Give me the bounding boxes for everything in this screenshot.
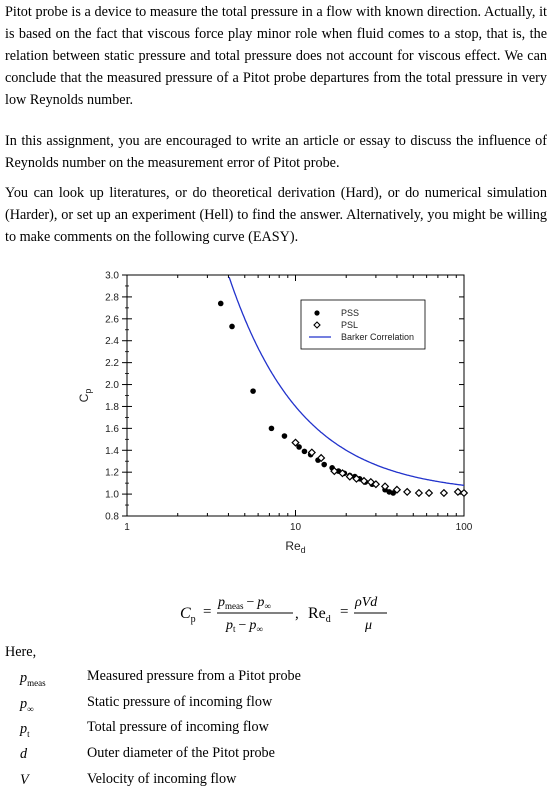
re-numerator: ρVd: [355, 595, 378, 610]
pss-point: [218, 301, 224, 307]
definition-p-inf: Static pressure of incoming flow: [87, 694, 273, 710]
psl-point: [426, 490, 433, 497]
y-tick-label: 3.0: [105, 270, 119, 282]
y-tick-label: 2.6: [105, 314, 119, 326]
x-tick-label: 10: [289, 522, 302, 533]
x-tick-label: 1: [124, 522, 130, 533]
definition-p-meas: Measured pressure from a Pitot probe: [87, 668, 301, 684]
assignment-paragraph: In this assignment, you are encouraged to write an article or essay to discuss the influence of Reynolds number on the measurement error of Pitot probe.: [5, 133, 547, 171]
formula-block: [180, 588, 440, 636]
y-axis-title: $C_p$: [77, 388, 93, 403]
pss-point: [302, 449, 308, 455]
cp-symbol: $C_p$: [180, 605, 196, 625]
y-tick-label: 2.4: [105, 336, 119, 348]
definition-p-t: Total pressure of incoming flow: [87, 719, 269, 735]
symbol-p-meas: $p_{meas}$: [20, 670, 46, 688]
y-tick-label: 1.8: [105, 401, 119, 413]
options-paragraph: You can look up literatures, or do theoretical derivation (Hard), or do numerical simulation (Harder), or set up an experiment (Hell) to find the answer. Alternatively, you might be willing to make comments on the following curve (EASY).: [5, 185, 547, 245]
y-tick-label: 1.2: [105, 467, 119, 479]
y-tick-label: 0.8: [105, 511, 119, 523]
chart-legend: [301, 300, 425, 349]
y-tick-label: 2.0: [105, 380, 119, 392]
formula-comma: ,: [295, 606, 299, 622]
x-axis-title: $Re_d$: [285, 539, 306, 555]
pss-point: [321, 462, 327, 468]
legend-pss-label: PSS: [341, 308, 360, 318]
y-tick-label: 2.8: [105, 292, 119, 304]
legend-pss-marker: [314, 310, 319, 315]
cp-vs-re-chart: [60, 263, 480, 573]
y-tick-label: 1.0: [105, 489, 119, 501]
legend-barker-label: Barker Correlation: [341, 332, 415, 342]
symbol-p-inf: $p_\infty$: [20, 696, 34, 714]
symbol-d: d: [20, 746, 28, 762]
re-denominator: μ: [365, 618, 373, 633]
psl-point: [461, 490, 468, 497]
pss-point: [250, 388, 256, 394]
pss-point: [229, 324, 235, 330]
cp-numerator: $p_{meas} - p_\infty$: [218, 595, 271, 611]
definition-d: Outer diameter of the Pitot probe: [87, 745, 275, 761]
symbol-p-t: $p_t$: [20, 721, 30, 739]
y-tick-label: 2.2: [105, 358, 119, 370]
psl-point: [404, 489, 411, 496]
legend-psl-label: PSL: [341, 320, 359, 330]
x-tick-label: 100: [455, 522, 473, 533]
re-equals: =: [340, 604, 349, 620]
y-tick-label: 1.4: [105, 445, 119, 457]
cp-equals: =: [203, 604, 212, 620]
intro-paragraph: Pitot probe is a device to measure the total pressure in a flow with known direction. Actually, it is based on the fact that viscous force play minor role when fluid comes to a stop, that is, the relation between static pressure and total pressure does not account for viscous effect. We can conclude that the measured pressure of a Pitot probe departures from the total pressure in very low Reynolds number.: [5, 4, 547, 108]
pss-point: [282, 433, 288, 439]
psl-point: [441, 490, 448, 497]
definitions-intro: Here,: [5, 644, 37, 660]
pss-point: [269, 426, 275, 432]
symbol-v: V: [20, 772, 29, 788]
y-tick-label: 1.6: [105, 423, 119, 435]
re-symbol: $Re_d$: [308, 605, 331, 625]
cp-denominator: $p_t - p_\infty$: [226, 618, 263, 634]
definition-v: Velocity of incoming flow: [87, 771, 237, 787]
psl-point: [416, 490, 423, 497]
